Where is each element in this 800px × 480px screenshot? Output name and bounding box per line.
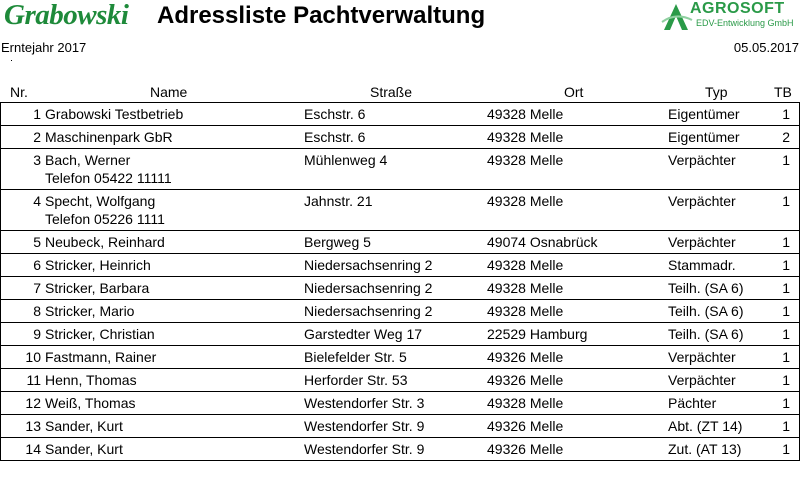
cell-city: 49328 Melle xyxy=(487,257,564,273)
cell-street: Bielefelder Str. 5 xyxy=(304,349,407,365)
column-header-street: Straße xyxy=(370,84,413,100)
cell-name: Sander, Kurt xyxy=(45,441,123,457)
cell-phone: Telefon 05226 1111 xyxy=(45,211,165,227)
cell-type: Pächter xyxy=(668,395,717,411)
cell-street: Eschstr. 6 xyxy=(304,129,366,145)
cell-city: 49328 Melle xyxy=(487,395,564,411)
cell-name: Maschinenpark GbR xyxy=(45,129,173,145)
cell-name: Grabowski Testbetrieb xyxy=(45,106,184,122)
dot-mark xyxy=(11,60,12,61)
cell-street: Herforder Str. 53 xyxy=(304,372,408,388)
cell-type: Verpächter xyxy=(668,152,736,168)
cell-nr: 14 xyxy=(25,441,41,457)
cell-city: 49328 Melle xyxy=(487,152,564,168)
column-header-name: Name xyxy=(150,84,188,100)
table-row xyxy=(1,346,799,369)
table-row xyxy=(1,231,799,254)
cell-street: Westendorfer Str. 9 xyxy=(304,418,425,434)
cell-nr: 12 xyxy=(25,395,41,411)
table-row xyxy=(1,103,799,126)
cell-tb: 1 xyxy=(782,280,790,296)
table-row xyxy=(1,254,799,277)
cell-city: 49328 Melle xyxy=(487,106,564,122)
cell-type: Eigentümer xyxy=(668,106,740,122)
cell-street: Mühlenweg 4 xyxy=(304,152,388,168)
cell-street: Jahnstr. 21 xyxy=(304,193,373,209)
cell-nr: 10 xyxy=(25,349,41,365)
cell-name: Specht, Wolfgang xyxy=(45,193,156,209)
cell-tb: 1 xyxy=(782,418,790,434)
cell-tb: 1 xyxy=(782,372,790,388)
cell-street: Bergweg 5 xyxy=(304,234,371,250)
cell-city: 22529 Hamburg xyxy=(487,326,588,342)
cell-city: 49328 Melle xyxy=(487,280,564,296)
cell-type: Verpächter xyxy=(668,193,736,209)
cell-nr: 4 xyxy=(33,193,41,209)
cell-name: Weiß, Thomas xyxy=(45,395,136,411)
cell-nr: 11 xyxy=(26,372,41,388)
cell-tb: 1 xyxy=(782,152,790,168)
cell-type: Zut. (AT 13) xyxy=(668,441,742,457)
cell-tb: 1 xyxy=(782,193,790,209)
logo-company-subtitle: EDV-Entwicklung GmbH xyxy=(696,18,794,28)
cell-name: Neubeck, Reinhard xyxy=(45,234,165,250)
cell-city: 49074 Osnabrück xyxy=(487,234,598,250)
cell-type: Verpächter xyxy=(668,234,736,250)
cell-name: Sander, Kurt xyxy=(45,418,123,434)
cell-type: Teilh. (SA 6) xyxy=(668,303,744,319)
cell-city: 49326 Melle xyxy=(487,441,564,457)
table-row xyxy=(1,300,799,323)
cell-nr: 3 xyxy=(33,152,41,168)
cell-city: 49326 Melle xyxy=(487,372,564,388)
cell-street: Eschstr. 6 xyxy=(304,106,366,122)
table-row xyxy=(1,438,799,461)
cell-name: Stricker, Heinrich xyxy=(45,257,151,273)
cell-nr: 1 xyxy=(33,106,41,122)
column-header-type: Typ xyxy=(705,84,728,100)
cell-city: 49326 Melle xyxy=(487,349,564,365)
cell-city: 49326 Melle xyxy=(487,418,564,434)
agrosoft-logo xyxy=(660,0,800,34)
cell-name: Stricker, Christian xyxy=(45,326,155,342)
cell-nr: 8 xyxy=(33,303,41,319)
column-header-city: Ort xyxy=(564,84,584,100)
table-row xyxy=(1,190,799,231)
cell-nr: 6 xyxy=(33,257,41,273)
cell-type: Stammadr. xyxy=(668,257,736,273)
cell-street: Niedersachsenring 2 xyxy=(304,303,433,319)
cell-name: Bach, Werner xyxy=(45,152,131,168)
cell-tb: 1 xyxy=(782,326,790,342)
cell-name: Stricker, Mario xyxy=(45,303,135,319)
table-row xyxy=(1,392,799,415)
report-date: 05.05.2017 xyxy=(733,40,799,55)
table-row xyxy=(1,277,799,300)
agrosoft-logo-icon xyxy=(660,0,694,34)
table-row xyxy=(1,415,799,438)
cell-name: Henn, Thomas xyxy=(45,372,137,388)
logo-company-name: AGROSOFT xyxy=(690,0,785,17)
cell-tb: 1 xyxy=(782,257,790,273)
table-row xyxy=(1,149,799,190)
cell-name: Stricker, Barbara xyxy=(45,280,150,296)
cell-nr: 7 xyxy=(33,280,41,296)
table-row xyxy=(1,369,799,392)
cell-type: Abt. (ZT 14) xyxy=(668,418,743,434)
cell-tb: 2 xyxy=(782,129,790,145)
cell-city: 49328 Melle xyxy=(487,303,564,319)
cell-type: Teilh. (SA 6) xyxy=(668,280,744,296)
cell-street: Niedersachsenring 2 xyxy=(304,257,433,273)
cell-tb: 1 xyxy=(782,303,790,319)
cell-street: Niedersachsenring 2 xyxy=(304,280,433,296)
table-header xyxy=(0,84,800,100)
table-row xyxy=(1,323,799,346)
cell-nr: 2 xyxy=(33,129,41,145)
cell-type: Teilh. (SA 6) xyxy=(668,326,744,342)
cell-street: Westendorfer Str. 9 xyxy=(304,441,425,457)
cell-phone: Telefon 05422 11111 xyxy=(45,170,172,186)
cell-nr: 9 xyxy=(33,326,41,342)
cell-nr: 13 xyxy=(25,418,41,434)
cell-nr: 5 xyxy=(33,234,41,250)
cell-tb: 1 xyxy=(782,441,790,457)
cell-street: Garstedter Weg 17 xyxy=(304,326,423,342)
cell-tb: 1 xyxy=(782,395,790,411)
cell-type: Eigentümer xyxy=(668,129,740,145)
address-table xyxy=(0,102,800,461)
cell-type: Verpächter xyxy=(668,349,736,365)
cell-city: 49328 Melle xyxy=(487,193,564,209)
cell-tb: 1 xyxy=(782,234,790,250)
column-header-tb: TB xyxy=(774,84,792,100)
page-title: Adressliste Pachtverwaltung xyxy=(157,2,486,29)
brand-logo-text: Grabowski xyxy=(4,0,129,31)
cell-city: 49328 Melle xyxy=(487,129,564,145)
cell-type: Verpächter xyxy=(668,372,736,388)
table-row xyxy=(1,126,799,149)
cell-name: Fastmann, Rainer xyxy=(45,349,157,365)
column-header-nr: Nr. xyxy=(10,84,28,100)
cell-tb: 1 xyxy=(782,106,790,122)
cell-street: Westendorfer Str. 3 xyxy=(304,395,425,411)
cell-tb: 1 xyxy=(782,349,790,365)
harvest-year: Erntejahr 2017 xyxy=(1,40,87,55)
